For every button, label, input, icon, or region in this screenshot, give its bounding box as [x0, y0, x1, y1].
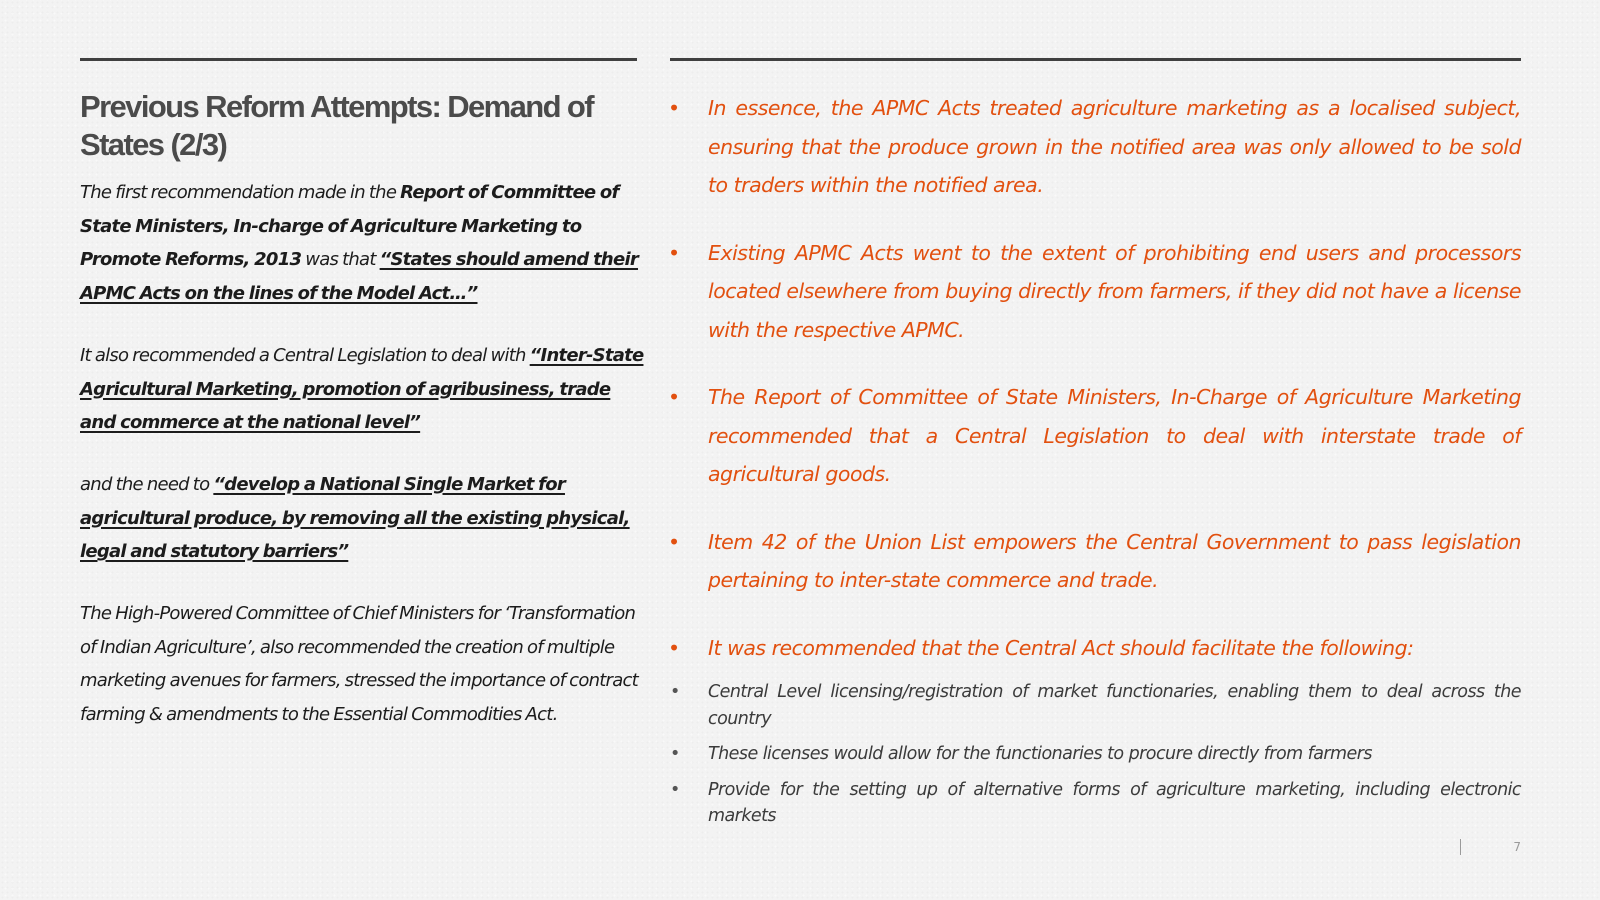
p2-quote: “Inter-State Agricultural Marketing, promotion of agribusiness, trade and commerce at the national level”	[80, 344, 644, 434]
right-top-rule	[670, 58, 1521, 61]
bullet-item	[668, 234, 1521, 350]
sub-bullet-text: These licenses would allow for the functionaries to procure directly from farmers	[708, 744, 1372, 764]
bullet-text: It was recommended that the Central Act should facilitate the following:	[708, 635, 1414, 660]
bullet-text: Existing APMC Acts went to the extent of prohibiting end users and processors located elsewhere from buying directly from farmers, if they did not have a license with the respective APMC.	[708, 240, 1521, 342]
slide-title: Previous Reform Attempts: Demand of States (2/3)	[80, 89, 593, 162]
bullet-item	[668, 629, 1521, 668]
sub-bullet-dot-icon: •	[670, 744, 680, 764]
bullet-dot-icon: •	[668, 96, 680, 120]
sub-bullet-list	[668, 679, 1521, 830]
main-bullet-list	[668, 89, 1521, 667]
left-column	[80, 88, 646, 732]
sub-bullet-item	[668, 777, 1521, 830]
bullet-text: The Report of Committee of State Ministers, In-Charge of Agriculture Marketing recommended that a Central Legislation to deal with interstate trade of agricultural goods.	[708, 385, 1521, 486]
sub-bullet-dot-icon: •	[670, 779, 680, 800]
page-number: 7	[1513, 840, 1521, 854]
bullet-dot-icon: •	[668, 529, 680, 554]
single-market-paragraph	[80, 468, 646, 569]
p3-quote: “develop a National Single Market for agricultural produce, by removing all the existing physical, legal and statutory barriers”	[80, 473, 630, 563]
p2-intro-text: It also recommended a Central Legislation to deal with	[80, 344, 530, 366]
bullet-dot-icon: •	[668, 385, 680, 409]
sub-bullet-dot-icon: •	[670, 682, 680, 702]
sub-bullet-text: Central Level licensing/registration of market functionaries, enabling them to deal across the country	[708, 682, 1521, 729]
p3-intro-text: and the need to	[80, 473, 214, 495]
p1-connector-text: was that	[301, 249, 380, 271]
left-top-rule	[80, 58, 637, 61]
central-legislation-paragraph	[80, 339, 646, 440]
sub-bullet-item	[668, 741, 1521, 768]
bullet-dot-icon: •	[668, 240, 680, 265]
right-column	[668, 89, 1521, 839]
bullet-item	[668, 89, 1521, 205]
bullet-dot-icon: •	[668, 635, 680, 660]
first-recommendation-paragraph	[80, 176, 646, 311]
p1-report-name: Report of Committee of State Ministers, In-charge of Agriculture Marketing to Promote Reforms, 2013	[80, 182, 619, 271]
footer-separator	[1460, 839, 1461, 855]
bullet-text: Item 42 of the Union List empowers the Central Government to pass legislation pertaining to inter-state commerce and trade.	[708, 529, 1521, 592]
sub-bullet-text: Provide for the setting up of alternative forms of agriculture marketing, including electronic markets	[708, 779, 1521, 826]
bullet-item	[668, 523, 1521, 600]
bullet-item	[668, 378, 1521, 494]
p1-quote: “States should amend their APMC Acts on the lines of the Model Act…”	[80, 249, 639, 305]
slide-footer	[1455, 837, 1521, 857]
sub-bullet-item	[668, 679, 1521, 732]
p1-intro-text: The first recommendation made in the	[80, 182, 401, 203]
bullet-text: In essence, the APMC Acts treated agriculture marketing as a localised subject, ensuring that the produce grown in the notified area was only allowed to be sold to traders within the notified area.	[708, 96, 1521, 197]
high-powered-committee-paragraph: The High-Powered Committee of Chief Ministers for ‘Transformation of Indian Agriculture’, also recommended the creation of multiple marketing avenues for farmers, stressed the importance of contract farming & amendments to the Essential Commodities Act.	[80, 603, 638, 726]
